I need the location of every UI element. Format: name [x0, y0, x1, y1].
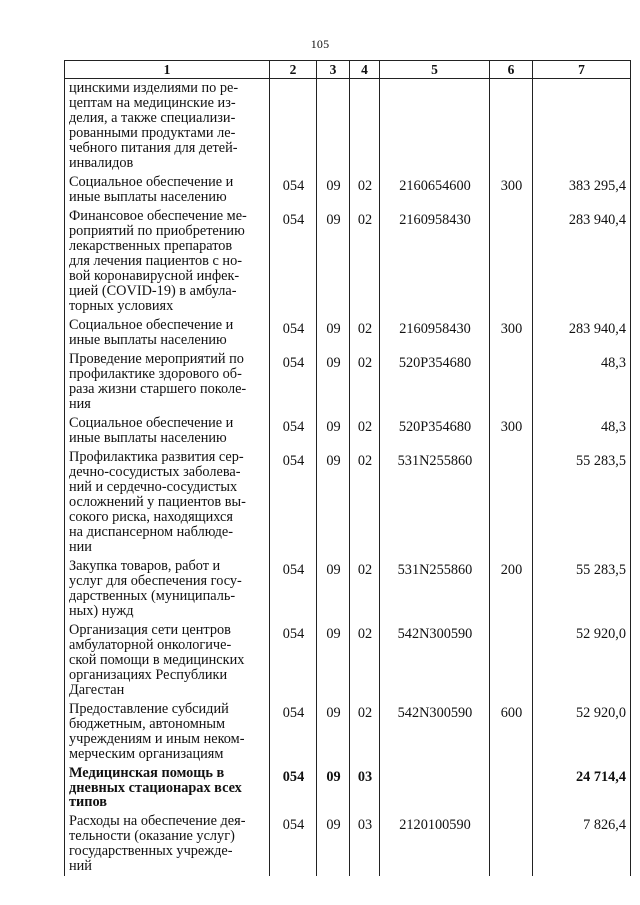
subsection-code-cell: 02: [350, 700, 380, 764]
ministry-code-cell: 054: [270, 557, 317, 621]
expense-type-cell: [490, 621, 533, 700]
table-row: [65, 207, 631, 316]
expense-type-cell: 200: [490, 557, 533, 621]
expense-type-cell: [490, 812, 533, 876]
row-name-cell: Профилактика развития сер- дечно-сосудистых заболева- ний и сердечно-сосудистых осложнений у пациентов вы- сокого риска, находящихся на диспансерном наблюде- нии: [65, 448, 270, 557]
expense-type-cell: 300: [490, 414, 533, 448]
row-name-cell: Социальное обеспечение и иные выплаты населению: [65, 316, 270, 350]
expense-type-cell: [490, 448, 533, 557]
expense-type-cell: [490, 350, 533, 414]
row-name-cell: Социальное обеспечение и иные выплаты населению: [65, 173, 270, 207]
ministry-code-cell: 054: [270, 316, 317, 350]
table-row: [65, 812, 631, 876]
amount-cell: 24 714,4: [533, 764, 631, 812]
ministry-code-cell: [270, 79, 317, 174]
expense-type-cell: [490, 79, 533, 174]
ministry-code-cell: 054: [270, 764, 317, 812]
expense-type-cell: 300: [490, 316, 533, 350]
table-row: [65, 173, 631, 207]
row-name-cell: Финансовое обеспечение ме- роприятий по приобретению лекарственных препаратов для лечения пациентов с но- вой коронавирусной инфек- цией (COVID-19) в амбула- торных условиях: [65, 207, 270, 316]
target-article-cell: 2160654600: [380, 173, 490, 207]
target-article-cell: [380, 79, 490, 174]
amount-cell: 52 920,0: [533, 700, 631, 764]
target-article-cell: 531N255860: [380, 448, 490, 557]
table-row: [65, 700, 631, 764]
table-row: [65, 414, 631, 448]
table-row: [65, 557, 631, 621]
row-name-cell: Проведение мероприятий по профилактике здорового об- раза жизни старшего поколе- ния: [65, 350, 270, 414]
subsection-code-cell: 02: [350, 316, 380, 350]
ministry-code-cell: 054: [270, 207, 317, 316]
section-code-cell: [317, 79, 350, 174]
amount-cell: 383 295,4: [533, 173, 631, 207]
amount-cell: 55 283,5: [533, 448, 631, 557]
subsection-code-cell: 02: [350, 173, 380, 207]
subsection-code-cell: 03: [350, 812, 380, 876]
section-code-cell: 09: [317, 207, 350, 316]
col-header-7: 7: [533, 61, 631, 79]
section-code-cell: 09: [317, 173, 350, 207]
subsection-code-cell: 02: [350, 448, 380, 557]
table-row: [65, 316, 631, 350]
row-name-cell: Организация сети центров амбулаторной онкологиче- ской помощи в медицинских организациях Республики Дагестан: [65, 621, 270, 700]
table-row: [65, 621, 631, 700]
col-header-3: 3: [317, 61, 350, 79]
row-name-cell: Закупка товаров, работ и услуг для обеспечения госу- дарственных (муниципаль- ных) нужд: [65, 557, 270, 621]
row-name-cell: Расходы на обеспечение дея- тельности (оказание услуг) государственных учрежде- ний: [65, 812, 270, 876]
target-article-cell: 542N300590: [380, 700, 490, 764]
subsection-code-cell: 02: [350, 350, 380, 414]
col-header-4: 4: [350, 61, 380, 79]
amount-cell: [533, 79, 631, 174]
budget-table: [64, 60, 631, 876]
row-name-cell: Медицинская помощь в дневных стационарах всех типов: [65, 764, 270, 812]
expense-type-cell: [490, 207, 533, 316]
ministry-code-cell: 054: [270, 700, 317, 764]
ministry-code-cell: 054: [270, 350, 317, 414]
col-header-1: 1: [65, 61, 270, 79]
section-code-cell: 09: [317, 414, 350, 448]
expense-type-cell: 300: [490, 173, 533, 207]
section-code-cell: 09: [317, 700, 350, 764]
target-article-cell: 2160958430: [380, 207, 490, 316]
col-header-5: 5: [380, 61, 490, 79]
subsection-code-cell: [350, 79, 380, 174]
ministry-code-cell: 054: [270, 414, 317, 448]
row-name-cell: цинскими изделиями по ре- цептам на медицинские из- делия, а также специализи- рованными продуктами ле- чебного питания для детей- инвалидов: [65, 79, 270, 174]
table-row: [65, 350, 631, 414]
section-code-cell: 09: [317, 764, 350, 812]
ministry-code-cell: 054: [270, 448, 317, 557]
subsection-code-cell: 03: [350, 764, 380, 812]
target-article-cell: 2120100590: [380, 812, 490, 876]
amount-cell: 55 283,5: [533, 557, 631, 621]
table-row: [65, 79, 631, 174]
row-name-cell: Социальное обеспечение и иные выплаты населению: [65, 414, 270, 448]
amount-cell: 7 826,4: [533, 812, 631, 876]
table-row: [65, 448, 631, 557]
amount-cell: 48,3: [533, 414, 631, 448]
ministry-code-cell: 054: [270, 812, 317, 876]
section-code-cell: 09: [317, 557, 350, 621]
amount-cell: 52 920,0: [533, 621, 631, 700]
target-article-cell: 520P354680: [380, 350, 490, 414]
col-header-2: 2: [270, 61, 317, 79]
target-article-cell: 2160958430: [380, 316, 490, 350]
section-code-cell: 09: [317, 621, 350, 700]
col-header-6: 6: [490, 61, 533, 79]
expense-type-cell: 600: [490, 700, 533, 764]
ministry-code-cell: 054: [270, 173, 317, 207]
section-code-cell: 09: [317, 812, 350, 876]
target-article-cell: 531N255860: [380, 557, 490, 621]
header-row: [65, 61, 631, 79]
expense-type-cell: [490, 764, 533, 812]
amount-cell: 283 940,4: [533, 316, 631, 350]
subsection-code-cell: 02: [350, 414, 380, 448]
section-code-cell: 09: [317, 316, 350, 350]
row-name-cell: Предоставление субсидий бюджетным, автономным учреждениям и иным неком- мерческим организациям: [65, 700, 270, 764]
section-code-cell: 09: [317, 448, 350, 557]
ministry-code-cell: 054: [270, 621, 317, 700]
subsection-code-cell: 02: [350, 207, 380, 316]
subsection-code-cell: 02: [350, 621, 380, 700]
section-code-cell: 09: [317, 350, 350, 414]
target-article-cell: 520P354680: [380, 414, 490, 448]
table-row: [65, 764, 631, 812]
target-article-cell: 542N300590: [380, 621, 490, 700]
amount-cell: 283 940,4: [533, 207, 631, 316]
page-number: 105: [310, 37, 330, 51]
amount-cell: 48,3: [533, 350, 631, 414]
target-article-cell: [380, 764, 490, 812]
subsection-code-cell: 02: [350, 557, 380, 621]
